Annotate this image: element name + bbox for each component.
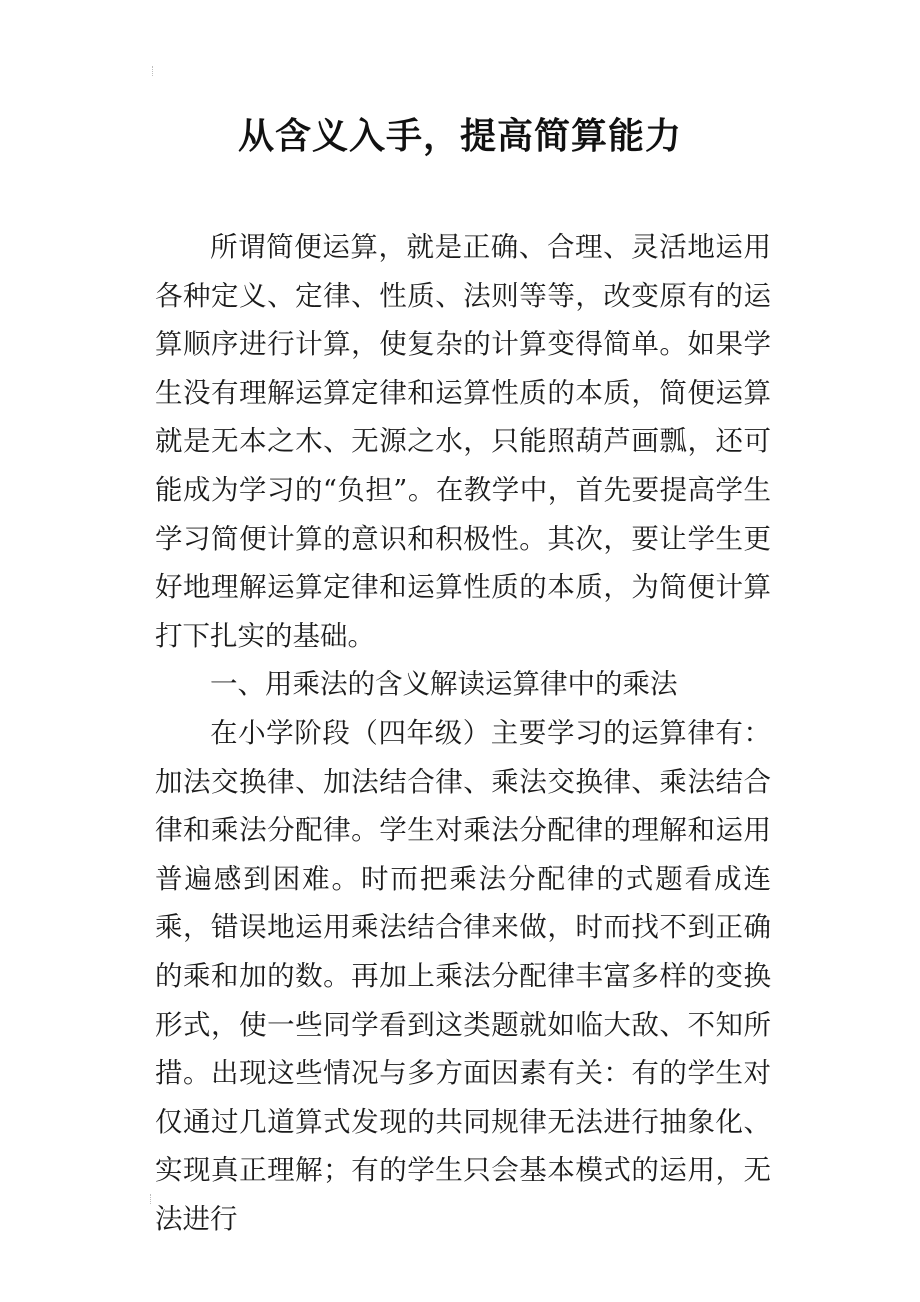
crop-mark-top [152, 66, 157, 76]
section-paragraph: 在小学阶段（四年级）主要学习的运算律有：加法交换律、加法结合律、乘法交换律、乘法结合律和乘法分配律。学生对乘法分配律的理解和运用普遍感到困难。时而把乘法分配律的式题看成连乘，错误地运用乘法结合律来做，时而找不到正确的乘和加的数。再加上乘法分配律丰富多样的变换形式，使一些同学看到这类题就如临大敌、不知所措。出现这些情况与多方面因素有关：有的学生对仅通过几道算式发现的共同规律无法进行抽象化、实现真正理解；有的学生只会基本模式的运用，无法进行 [155, 716, 771, 1235]
document-title: 从含义入手，提高简算能力 [237, 116, 682, 157]
document-body [155, 223, 771, 1243]
section-heading: 一、用乘法的含义解读运算律中的乘法 [210, 668, 678, 701]
intro-paragraph: 所谓简便运算，就是正确、合理、灵活地运用各种定义、定律、性质、法则等等，改变原有的运算顺序进行计算，使复杂的计算变得简单。如果学生没有理解运算定律和运算性质的本质，简便运算就是无本之木、无源之水，只能照葫芦画瓢，还可能成为学习的“负担”。在教学中，首先要提高学生学习简便计算的意识和积极性。其次，要让学生更好地理解运算定律和运算性质的本质，为简便计算打下扎实的基础。 [155, 231, 771, 652]
crop-mark-bottom [150, 1194, 155, 1204]
